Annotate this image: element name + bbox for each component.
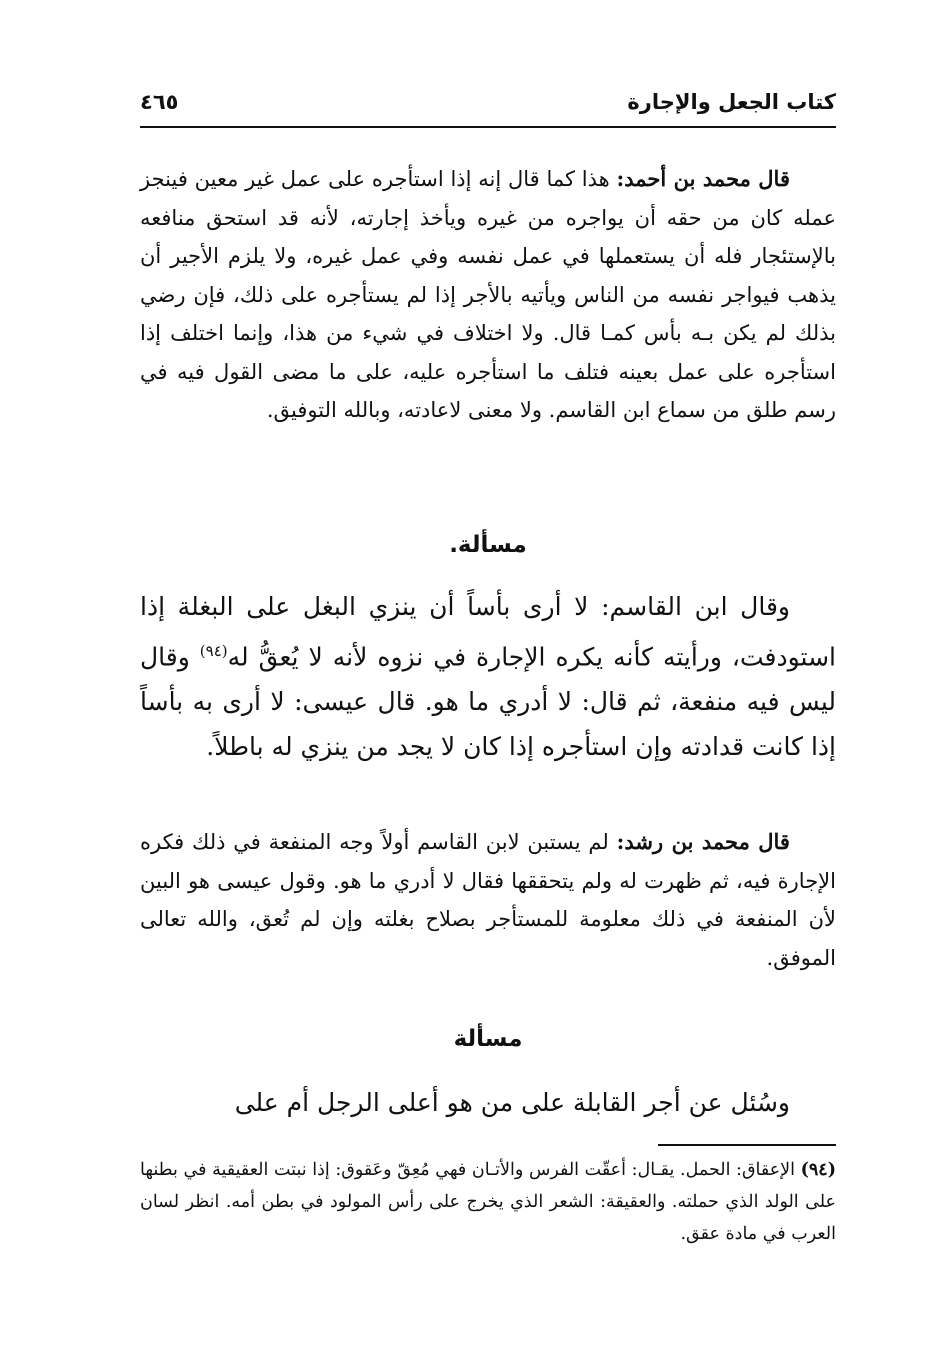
speaker-label: قال محمد بن أحمد: [616, 166, 790, 191]
section-heading-2: مسألة [453, 1026, 523, 1052]
paragraph-text: وقال ليس فيه منفعة، ثم قال: لا أدري ما هو. قال عيسى: لا أرى به بأساً إذا كانت قدادته وإن استأجره إذا كان لا يجد من ينزي له باطلاً. [140, 642, 836, 762]
page-number: ٤٦٥ [140, 90, 179, 114]
speaker-label: قال محمد بن رشد: [616, 829, 790, 854]
footnote [140, 1154, 836, 1250]
paragraph-text: لم يستبن لابن القاسم أولاً وجه المنفعة في ذلك فكره الإجارة فيه، ثم ظهرت له ولم يتحققها فقال لا أدري ما هو. وقول عيسى هو البين لأن المنفعة في ذلك معلومة للمستأجر بصلاح بغلته وإن لم تُعق، والله تعالى الموفق. [140, 830, 836, 970]
footnote-text: الإعقاق: الحمل. يقـال: أعقّت الفرس والأتـان فهي مُعِقّ وعَقوق: إذا نبتت العقيقية في بطنها على الولد الذي حملته. والعقيقة: الشعر الذي يخرج على رأس المولود في بطن أمه. انظر لسان العرب في مادة عقق. [140, 1160, 836, 1244]
section-heading-1: مسألة. [449, 532, 527, 558]
paragraph-text: وسُئل عن أجر القابلة على من هو أعلى الرجل أم على [234, 1088, 790, 1117]
paragraph-question-2 [140, 1080, 836, 1125]
paragraph-text: هذا كما قال إنه إذا استأجره على عمل غير معين فينجز عمله كان من حقه أن يواجره من غيره ويأخذ إجارته، لأنه قد استحق منافعه بالإستئجار فله أن يستعملها في عمل نفسه وفي عمل غيره، ولا يلزم الأجير أن يذهب فيواجر نفسه من الناس ويأتيه بالأجر إذا لم يستأجره على ذلك، فإن رضي بذلك لم يكن بـه بأس كمـا قال. ولا اختلاف في شيء من هذا، وإنما اختلف إذا استأجره على عمل بعينه فتلف ما استأجره عليه، على ما مضى القول فيه في رسم طلق من سماع ابن القاسم. ولا معنى لاعادته، وبالله التوفيق. [140, 167, 836, 422]
paragraph-text: وقال ابن القاسم: لا أرى بأساً أن ينزي البغل على البغلة إذا استودفت، ورأيته كأنه يكره الإجارة في نزوه لأنه لا يُعقُّ له [140, 592, 836, 672]
paragraph-commentary-2 [140, 823, 836, 977]
paragraph-question-1 [140, 584, 836, 769]
page-header [140, 86, 836, 128]
footnote-number: (٩٤) [800, 1160, 836, 1180]
running-title: كتاب الجعل والإجارة [627, 90, 836, 114]
paragraph-commentary-1 [140, 160, 836, 430]
footnote-divider [658, 1144, 836, 1146]
footnote-reference: (٩٤) [199, 642, 228, 660]
